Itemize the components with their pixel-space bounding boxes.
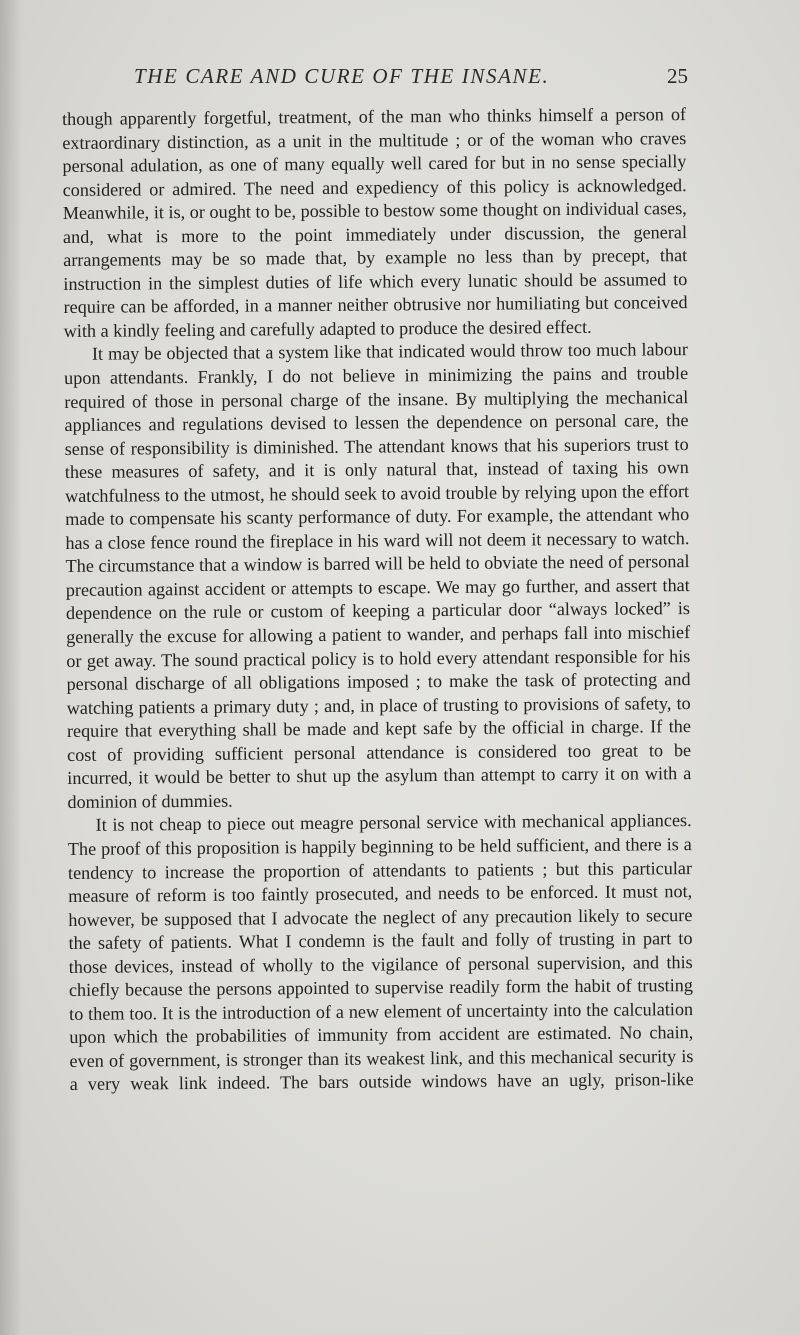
page-header bbox=[62, 62, 688, 96]
spine-shadow bbox=[0, 0, 22, 1335]
body-text bbox=[62, 103, 694, 1097]
paragraph-2: It may be objected that a system like that indicated would throw too much labour upon attendants. Frankly, I do not believe in minimizing the pains and trouble required of those in personal charge of the insane. By multiplying the mechanical appliances and regulations devised to lessen the dependence on personal care, the sense of responsibility is diminished. The attendant knows that his superiors trust to these measures of safety, and it is only natural that, instead of taxing his own watchfulness to the utmost, he should seek to avoid trouble by relying upon the effort made to compensate his scanty performance of duty. For example, the attendant who has a close fence round the fireplace in his ward will not deem it necessary to watch. The circumstance that a window is barred will be held to obviate the need of personal precaution against accident or attempts to escape. We may go further, and assert that dependence on the rule or custom of keeping a particular door “always locked” is generally the excuse for allowing a patient to wander, and perhaps fall into mischief or get away. The sound practical policy is to hold every attendant responsible for his personal discharge of all obligations imposed ; to make the task of protecting and watching patients a primary duty ; and, in place of trusting to provisions of safety, to require that everything shall be made and kept safe by the official in charge. If the cost of providing sufficient personal attendance is considered too great to be incurred, it would be better to shut up the asylum than attempt to carry it on with a dominion of dummies. bbox=[64, 339, 692, 812]
paragraph-3: It is not cheap to piece out meagre personal service with mechanical appliances. The proof of this proposition is happily beginning to be held sufficient, and there is a tendency to increase the proportion of attendants to patients ; but this particular measure of reform is too faintly prosecuted, and needs to be enforced. It must not, however, be supposed that I advocate the neglect of any precaution likely to secure the safety of patients. What I condemn is the fault and folly of trusting in part to those devices, instead of wholly to the vigilance of personal supervision, and this chiefly because the persons appointed to supervise readily form the habit of trusting to them too. It is the introduction of a new element of uncertainty into the calculation upon which the probabilities of immunity from accident are estimated. No chain, even of government, is stronger than its weakest link, and this mechanical security is a very weak link indeed. The bars outside windows have an ugly, prison-like bbox=[67, 810, 694, 1095]
page-number: 25 bbox=[667, 64, 688, 88]
running-title: THE CARE AND CURE OF THE INSANE. bbox=[134, 64, 550, 88]
paragraph-1: though apparently forgetful, treatment, of the man who thinks himself a person of extraordinary distinction, as a unit in the multitude ; or of the woman who craves personal adulation, as one of many equally well cared for but in no sense specially considered or admired. The need and expediency of this policy is acknowledged. Meanwhile, it is, or ought to be, possible to bestow some thought on individual cases, and, what is more to the point immediately under discussion, the general arrangements may be so made that, by example no less than by precept, that instruction in the simplest duties of life which every lunatic should be assumed to require can be afforded, in a manner neither obtrusive nor humiliating but conceived with a kindly feeling and carefully adapted to produce the desired effect. bbox=[62, 104, 688, 341]
